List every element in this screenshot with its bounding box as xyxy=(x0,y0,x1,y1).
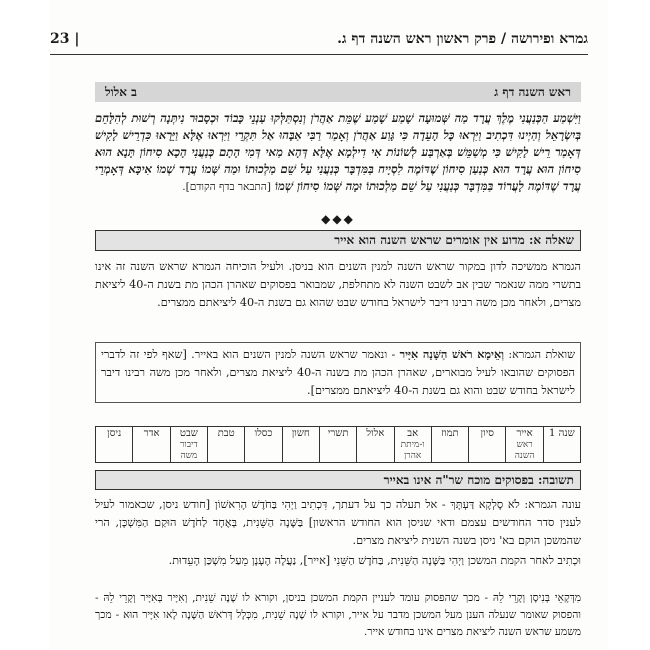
page-number: 23 | xyxy=(50,31,80,47)
month-cell xyxy=(431,427,468,463)
month-note: דיבור משה xyxy=(180,440,198,461)
gemara-body: וַיִּשְׁמַע הַכְּנַעֲנִי מֶלֶךְ עֲרָד מַה שְּׁמוּעָה שָׁמַע שָׁמַע שֶׁמֵּת אַהֲרֹן וְנִסְתַּלְּקוּ עַנְנֵי כָּבוֹד וּכְסָבוּר נִיתְּנָה רְשׁוּת לְהִלָּחֵם בְּיִשְׂרָאֵל וְהַיְינוּ דִּכְתִיב וַיִּרְאוּ כָּל הָעֵדָה כִּי גָּוַע אַהֲרֹן וְאָמַר רַבִּי אַבָּהוּ אַל תִּקְרֵי וַיִּרְאוּ אֶלָּא וַיֵּרָאוּ כִּדְרֵישׁ לָקִישׁ דְּאָמַר רֵישׁ לָקִישׁ כִּי מְשַׁמֵּשׁ בְּאַרְבַּע לְשׁוֹנוֹת אִי דִילְמָא אֶלָּא דְּהָא מַאי דְּמִי הָתָם כְּנַעֲנִי הָכָא סִיחוֹן תָּנָא הוּא סִיחוֹן הוּא עֲרָד הוּא כְּנַעַן סִיחוֹן שֶׁדּוֹמֶה לִסְיָיח בַּמִּדְבָּר כְּנַעֲנִי עַל שֵׁם מַלְכוּתוֹ וּמַה שְּׁמוֹ עֲרָד שְׁמוֹ אִיכָּא דְּאָמְרֵי עֲרָד שֶׁדּוֹמֶה לָעֲרוֹד בַּמִּדְבָּר כְּנַעֲנִי עַל שֵׁם מַלְכוּתוֹ וּמָה שְּׁמוֹ סִיחוֹן שְׁמוֹ xyxy=(95,111,581,193)
month-label: ניסן xyxy=(107,428,122,439)
month-label: אייר xyxy=(516,428,533,439)
month-cell xyxy=(506,427,543,463)
answer-paragraph: עונה הגמרא: לֹא סָלְקָא דַּעְתָּךְ - אל תעלה כך על דעתך, דִּכְתִיב וַיְהִי בַּחֹדֶשׁ הָרִאשׁוֹן [חודש ניסן, שכאמור לעיל לענין סדר החודשים עצמם ודאי שניסן הוא החודש הראשון] בַּשָּׁנָה הַשֵּׁנִית, בְּאֶחָד לַחֹדֶשׁ הוּקַם הַמִּשְׁכָּן, הרי שהמשכן הוקם בא' ניסן בשנה השנית ליציאת מצרים. xyxy=(95,498,581,547)
conclusion-paragraph: מִדְּקָאֵי בְּנִיסָן וְקָרֵי לֵהּ - מכך שהפסוק עומד לעניין הקמת המשכן בניסן, וקורא לו שָׁנָה שֵׁנִית, וְאִיָּיר בְּאִיָּיר וְקָרֵי לֵהּ - והפסוק שאומר שנעלה הענן מעל המשכן מדבר על אייר, וקורא לו שָׁנָה שֵׁנִית, מִכְּלָל דְּרֹאשׁ הַשָּׁנָה לָאו אִיָּיר הוּא - מכך משמע שראש השנה ליציאת מצרים אינו בחודש אייר. xyxy=(95,592,581,638)
month-note: ו-מיתת אהרן xyxy=(400,440,425,461)
para2-rest: - ונאמר שראש השנה למנין השנים הוא באייר. [שאף לפי זה לדברי הפסוקים שהובאו לעיל מבוארים, שאהרן הכהן מת בשנה ה-40 ליציאת מצרים, ולאחר מכן משה רבינו דיבר לישראל בחודש שבט והוא גם בשנת ה-40 ליציאתם ממצרים]. xyxy=(101,348,575,397)
para2-intro: שואלת הגמרא: xyxy=(508,348,575,361)
month-row xyxy=(96,427,581,463)
month-cell xyxy=(394,427,431,463)
month-label: תמוז xyxy=(441,428,459,439)
month-label: סיון xyxy=(480,428,494,439)
month-cell xyxy=(357,427,394,463)
pasuk-paragraph: וּכְתִיב לאחר הקמת המשכן וַיְהִי בַּשָּׁנָה הַשֵּׁנִית, בַּחֹדֶשׁ הַשֵּׁנִי [אייר], נַעֲלָה הֶעָנָן מֵעַל מִשְׁכַּן הָעֵדוּת. xyxy=(168,554,581,567)
question-quote-paragraph xyxy=(95,342,581,403)
month-label: תשרי xyxy=(327,428,349,439)
month-cell xyxy=(208,427,245,463)
month-cell xyxy=(319,427,356,463)
month-cell xyxy=(170,427,207,463)
month-label: אדר xyxy=(143,428,160,439)
month-cell xyxy=(543,427,580,463)
month-label: אלול xyxy=(366,428,385,439)
header-title: גמרא ופירושה / פרק ראשון ראש השנה דף ג. xyxy=(337,30,588,47)
month-note: ראש השנה xyxy=(514,440,535,461)
gemara-reference: [התבאר בדף הקודם]. xyxy=(182,181,271,193)
section-band xyxy=(95,82,581,102)
month-label: טבת xyxy=(217,428,235,439)
month-cell xyxy=(282,427,319,463)
month-label: כסלו xyxy=(254,428,273,439)
month-cell xyxy=(245,427,282,463)
month-label: אב xyxy=(407,428,419,439)
month-label: חשון xyxy=(291,428,310,439)
header-rule xyxy=(50,54,588,55)
section-date: ב אלול xyxy=(105,84,137,99)
separator: ◆◆◆ xyxy=(321,212,355,226)
month-table xyxy=(95,426,581,463)
question-body: הגמרא ממשיכה לדון במקור שראש השנה למנין השנים הוא בניסן. ולעיל הוכיחה הגמרא שראש השנה זה אינו בתשרי ממה שנאמר שבין אב לשבט השנה לא מתחלפת, שמבואר בפסוקים שאהרן הכהן מת בשנת ה-40 ליציאת מצרים, ולאחר מכן משה רבינו דיבר לישראל בחודש שבט שהוא גם בשנת ה-40 ליציאתם ממצרים. xyxy=(95,260,581,309)
month-cell xyxy=(96,427,133,463)
month-label: שנה 1 xyxy=(549,428,575,439)
question-label: שאלה א: מדוע אין אומרים שראש השנה הוא אייר xyxy=(95,230,581,251)
para2-quote: וְאֵימָא רֹאשׁ הַשָּׁנָה אִיָּיר xyxy=(399,347,505,361)
month-label: שבט xyxy=(179,428,198,439)
page-header xyxy=(50,26,588,52)
section-title: ראש השנה דף ג xyxy=(494,84,571,99)
month-cell xyxy=(469,427,506,463)
month-cell xyxy=(133,427,170,463)
answer-label: תשובה: בפסוקים מוכח שר"ה אינו באייר xyxy=(95,470,581,490)
gemara-text xyxy=(95,110,581,196)
